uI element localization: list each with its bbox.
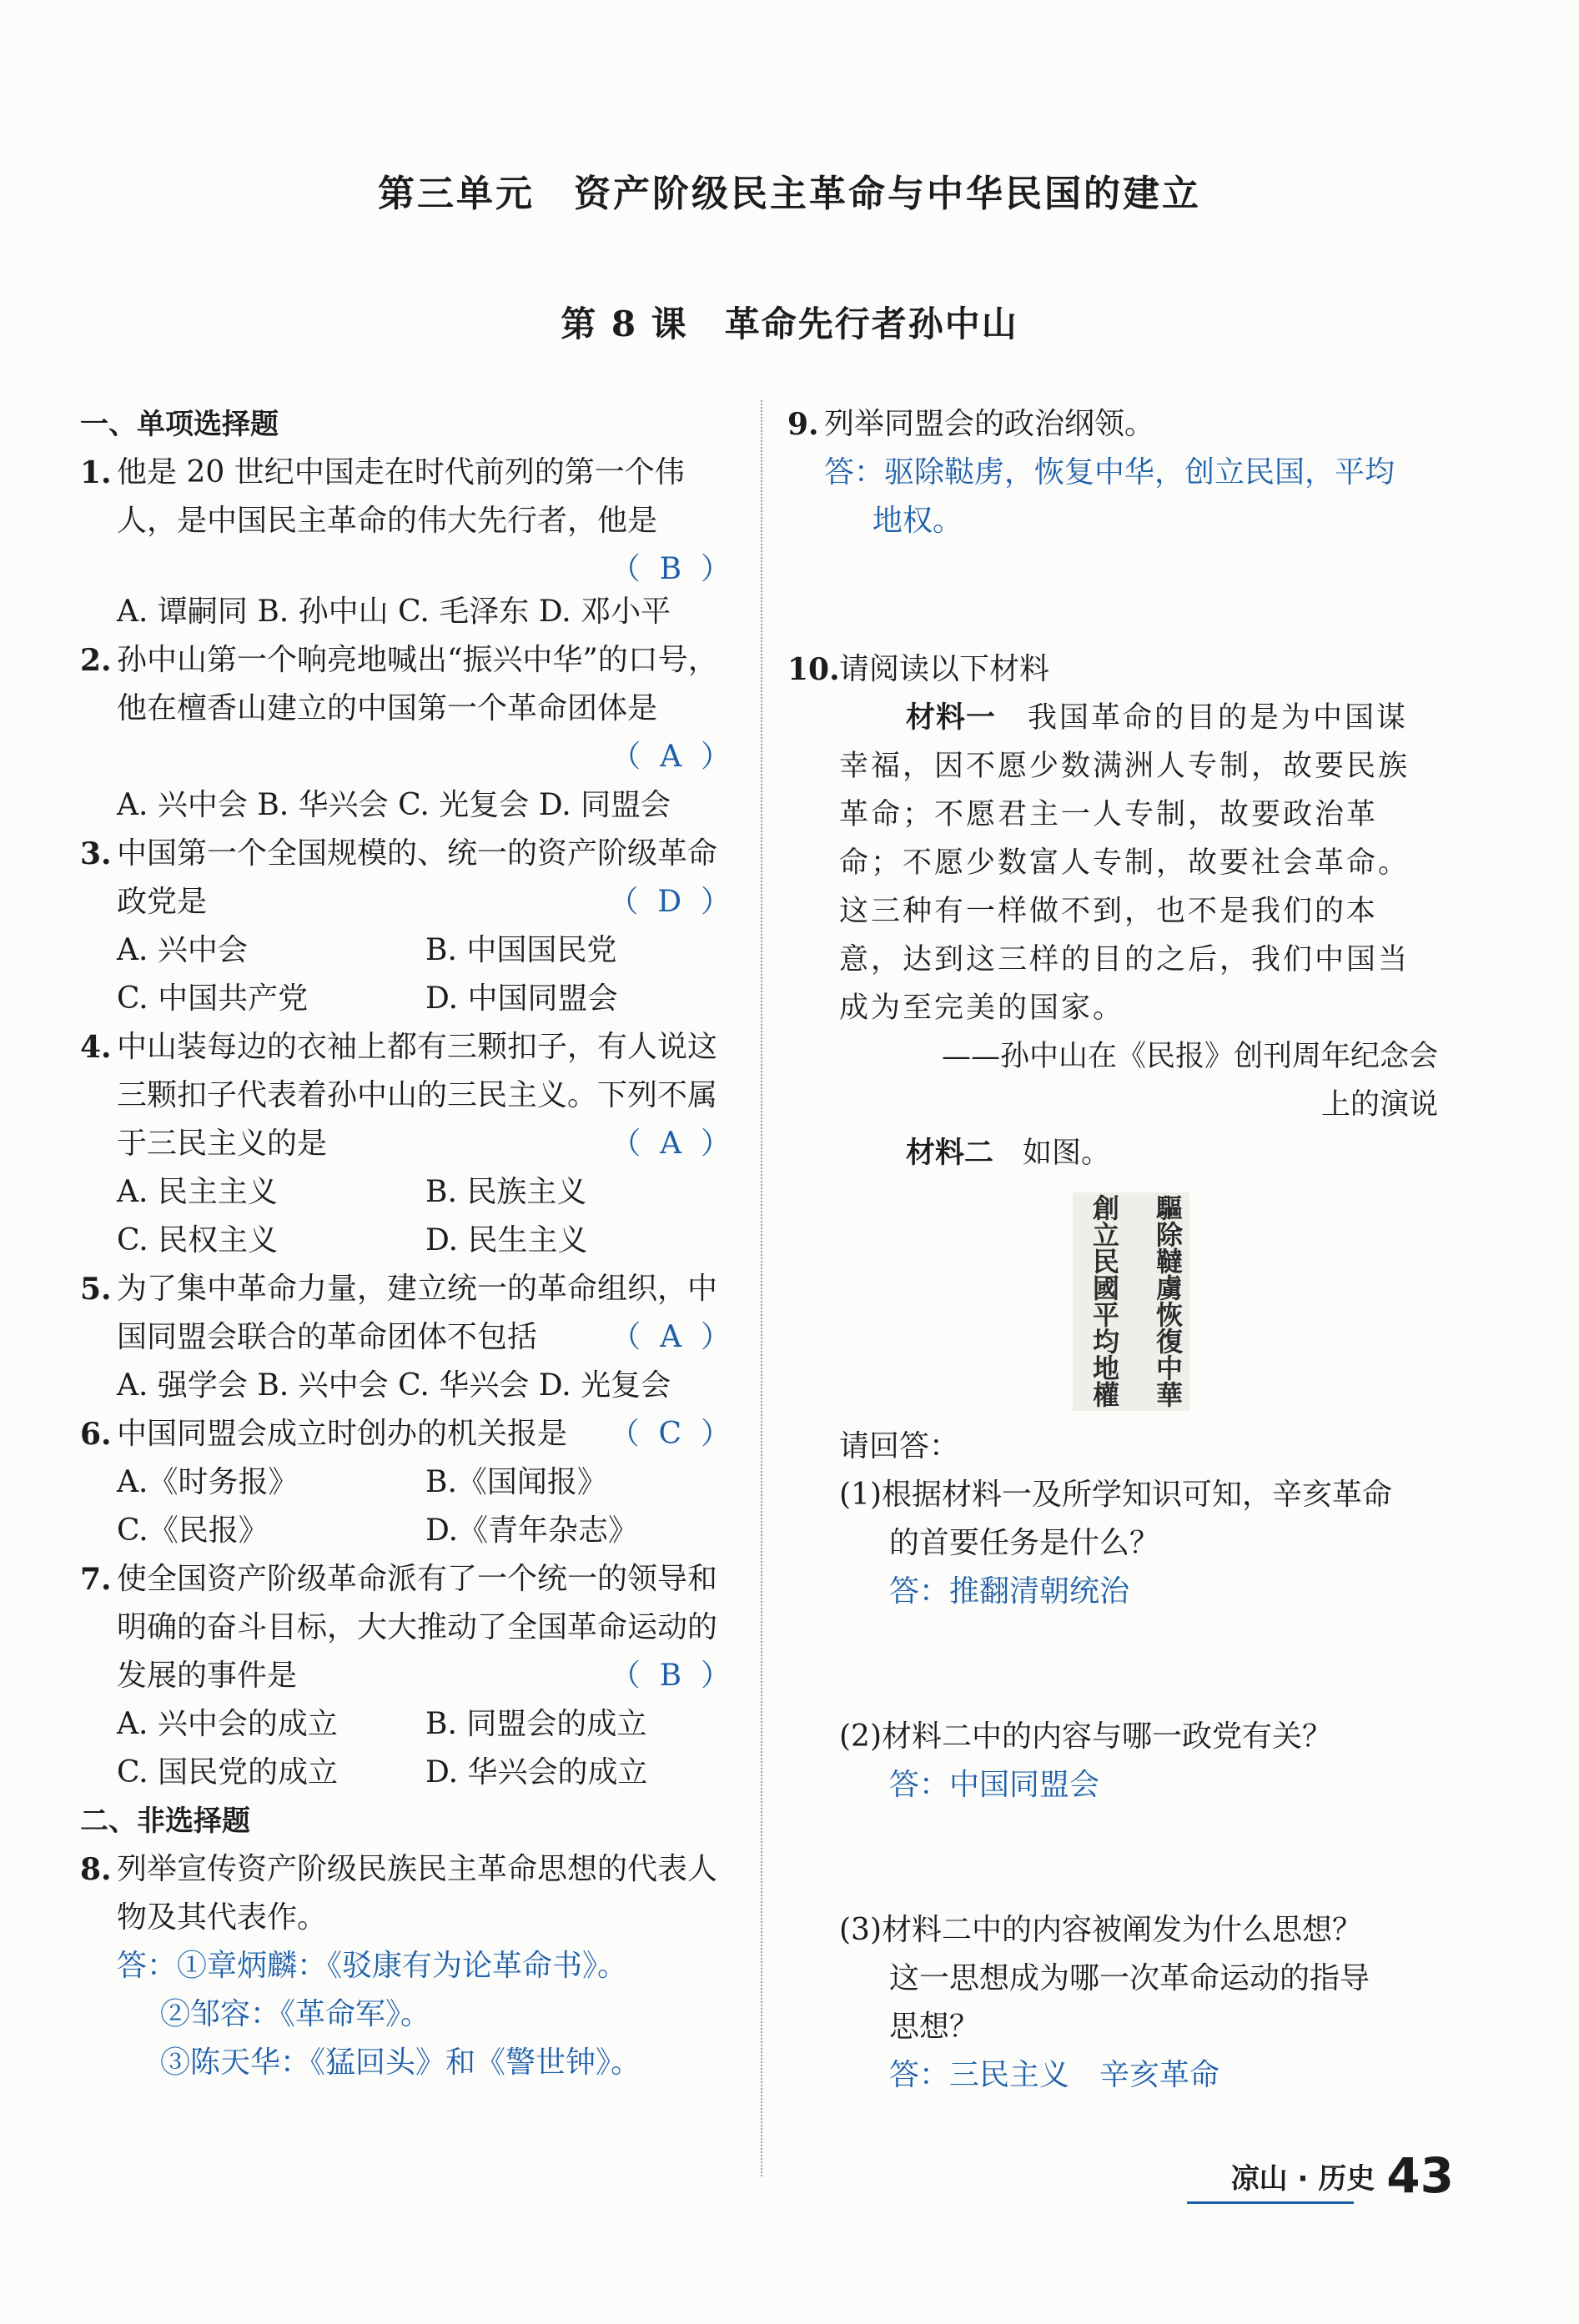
handwritten-answer: 地权。	[872, 504, 963, 538]
options	[80, 1168, 731, 1265]
column-divider	[761, 400, 762, 2176]
page-footer	[1230, 2147, 1454, 2204]
answer-choice: （ A ）	[611, 740, 731, 774]
question-1	[80, 449, 731, 636]
question-number: 4.	[80, 1030, 112, 1065]
calligraphy-column: 驅除韃虜恢復中華	[1152, 1194, 1184, 1408]
option: A. 兴中会的成立	[117, 1707, 338, 1741]
question-text: 列举同盟会的政治纲领。	[824, 407, 1155, 441]
option: C.《民报》	[117, 1513, 269, 1548]
option: B.《国闻报》	[425, 1465, 607, 1499]
options	[80, 926, 731, 1023]
material-text: 如图。	[1023, 1137, 1111, 1170]
material-label: 材料一	[906, 701, 997, 735]
material-label: 材料二	[906, 1137, 994, 1170]
question-text: 孙中山第一个响亮地喊出“振兴中华”的口号，他在檀香山建立的中国第一个革命团体是 （ A ）	[117, 636, 731, 781]
question-text: 中山装每边的衣袖上都有三颗扣子，有人说这三颗扣子代表着孙中山的三民主义。下列不属于三民主义的是 （ A ）	[117, 1023, 731, 1168]
question-10	[787, 645, 1438, 2100]
sub-question-2: (2)材料二中的内容与哪一政党有关？ 答：中国同盟会	[787, 1713, 1438, 1810]
option: B. 中国国民党	[425, 933, 617, 967]
question-5	[80, 1265, 731, 1410]
question-2	[80, 636, 731, 830]
option: A. 兴中会	[117, 933, 248, 967]
option: B. 民族主义	[425, 1175, 587, 1209]
handwritten-answer: 答：中国同盟会	[889, 1768, 1100, 1802]
question-number: 5.	[80, 1272, 112, 1307]
question-number: 10.	[787, 652, 840, 687]
question-4	[80, 1023, 731, 1265]
material-source: ——孙中山在《民报》创刊周年纪念会	[941, 1040, 1438, 1073]
question-text: 列举宣传资产阶级民族民主革命思想的代表人物及其代表作。	[117, 1852, 718, 1935]
prompt: 请回答：	[839, 1429, 960, 1463]
material-text: 我国革命的目的是为中国谋幸福，因不愿少数满洲人专制，故要民族革命；不愿君主一人专制，故要政治革命；不愿少数富人专制，故要社会革命。这三种有一样做不到，也不是我们的本意，达到这三样的目的之后，我们中国当成为至完美的国家。	[839, 701, 1411, 1025]
question-text: 使全国资产阶级革命派有了一个统一的领导和明确的奋斗目标，大大推动了全国革命运动的发展的事件是 （ B ）	[117, 1555, 731, 1700]
question-3	[80, 830, 731, 1023]
answer-choice: （ A ）	[611, 1127, 731, 1161]
sub-question-1: (1)根据材料一及所学知识可知，辛亥革命 的首要任务是什么？ 答：推翻清朝统治	[787, 1471, 1438, 1616]
options	[80, 1700, 731, 1797]
question-text: 中国同盟会成立时创办的机关报是 （ C ）	[117, 1410, 731, 1458]
material-source: 上的演说	[1320, 1088, 1438, 1122]
option: D. 民生主义	[425, 1223, 588, 1257]
page-number: 43	[1386, 2147, 1454, 2204]
option: C. 国民党的成立	[117, 1755, 339, 1789]
question-9	[787, 400, 1438, 545]
calligraphy-column: 創立民國平均地權	[1089, 1194, 1120, 1408]
option: A. 民主主义	[117, 1175, 278, 1209]
option: C. 民权主义	[117, 1223, 279, 1257]
handwritten-answer: ②邹容：《革命军》。	[160, 1997, 431, 2031]
answer-choice: （ D ）	[608, 885, 731, 919]
options: A. 强学会 B. 兴中会 C. 华兴会 D. 光复会	[117, 1368, 671, 1403]
handwritten-answer: 答：①章炳麟：《驳康有为论革命书》。	[117, 1949, 628, 1983]
handwritten-answer: 答：推翻清朝统治	[889, 1574, 1130, 1609]
handwritten-answer: ③陈天华：《猛回头》和《警世钟》。	[160, 2045, 641, 2080]
options: A. 谭嗣同 B. 孙中山 C. 毛泽东 D. 邓小平	[117, 595, 671, 629]
handwritten-answer: 答：三民主义 辛亥革命	[889, 2058, 1220, 2092]
handwritten-answer: 答：驱除鞑虏，恢复中华，创立民国，平均	[824, 455, 1395, 489]
question-text: 中国第一个全国规模的、统一的资产阶级革命政党是 （ D ）	[117, 830, 731, 926]
footer-underline	[1187, 2201, 1354, 2204]
section-heading-choice: 一、单项选择题	[80, 408, 279, 441]
answer-choice: （ C ）	[609, 1417, 731, 1451]
question-text: 他是 20 世纪中国走在时代前列的第一个伟人，是中国民主革命的伟大先行者，他是	[117, 455, 685, 538]
option: D. 华兴会的成立	[425, 1755, 648, 1789]
question-number: 8.	[80, 1852, 112, 1887]
material-one	[787, 694, 1438, 1032]
section-heading-open: 二、非选择题	[80, 1804, 250, 1838]
question-8	[80, 1845, 731, 2087]
material-two	[787, 1129, 1438, 1177]
options: A. 兴中会 B. 华兴会 C. 光复会 D. 同盟会	[117, 788, 671, 822]
question-7	[80, 1555, 731, 1797]
right-column	[787, 400, 1438, 2100]
question-number: 7.	[80, 1562, 112, 1597]
question-number: 9.	[787, 407, 819, 442]
option: D. 中国同盟会	[425, 981, 618, 1016]
option: A.《时务报》	[117, 1465, 299, 1499]
option: B. 同盟会的成立	[425, 1707, 647, 1741]
question-number: 3.	[80, 836, 112, 871]
unit-title: 第三单元 资产阶级民主革命与中华民国的建立	[378, 173, 1201, 215]
sub-question-3: (3)材料二中的内容被阐发为什么思想？ 这一思想成为哪一次革命运动的指导 思想？ 答：三民主义 辛亥革命	[787, 1906, 1438, 2100]
options	[80, 1458, 731, 1555]
question-number: 1.	[80, 455, 112, 490]
calligraphy-image	[1073, 1192, 1189, 1411]
question-6	[80, 1410, 731, 1555]
question-text: 请阅读以下材料	[839, 652, 1050, 686]
lesson-title: 第 8 课 革命先行者孙中山	[561, 304, 1018, 344]
question-number: 2.	[80, 643, 112, 678]
answer-choice: （ A ）	[611, 1320, 731, 1354]
answer-choice: （ B ）	[610, 552, 731, 586]
option: D.《青年杂志》	[425, 1513, 639, 1548]
answer-choice: （ B ）	[610, 1659, 731, 1693]
left-column	[80, 400, 731, 2087]
question-text: 为了集中革命力量，建立统一的革命组织，中国同盟会联合的革命团体不包括 （ A ）	[117, 1265, 731, 1362]
question-number: 6.	[80, 1417, 112, 1452]
option: C. 中国共产党	[117, 981, 309, 1016]
footer-brand: 凉山 · 历史	[1230, 2162, 1375, 2196]
